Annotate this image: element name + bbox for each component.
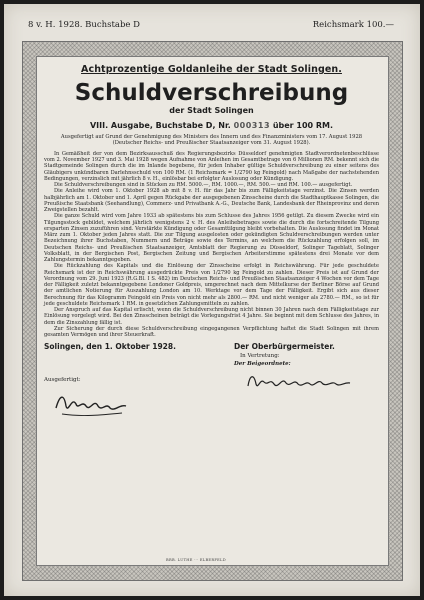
- document-title: Schuldverschreibung: [74, 80, 349, 106]
- terms-paragraph: Die Anleihe wird vom 1. Oktober 1928 ab mit 8 v. H. für das Jahr bis zum Fälligkeitstage verzinst. Die Zinsen werden halbjährlich am 1. Oktober und 1. April gegen Rückgabe der ausgegebenen Zinsscheine durch die Stadthauptkasse Solingen, die Preußische Staatsbank (Seehandlung), Commerz- und Privatbank A.-G., Deutsche Bank, Landesbank der Rheinprovinz und deren Zweigstellen bezahlt.: [44, 188, 379, 214]
- alderman-label: Der Beigeordnete:: [234, 361, 291, 368]
- header-denomination: Reichsmark 100.—: [312, 20, 394, 30]
- issue-number-line: [44, 121, 379, 130]
- terms-paragraph: Zur Sicherung der durch diese Schuldverschreibung eingegangenen Verpflichtung haftet die Stadt Solingen mit ihrem gesamten Vermögen und ihrer Steuerkraft.: [44, 325, 379, 339]
- terms-paragraph: In Gemäßheit der von dem Bezirksausschuß des Regierungsbezirks Düsseldorf genehmigten Stadtverordnetenbeschlüsse vom 2. November 1927 und 3. Mai 1928 wegen Aufnahme von Anleihen im Gesamtbetrage von 6 Millionen RM. bekennt sich die Stadtgemeinde Solingen durch die im Inlande begebene, für jeden Inhaber gültige Schuldverschreibung zu einer seitens des Gläubigers unkündbaren Darlehnsschuld von 100 RM. (1 Reichsmark = 1/2790 kg Feingold) nach Maßgabe der nachstehenden Bedingungen, verzinslich mit jährlich 8 v. H., einlösbar bei erfolgter Auslosung oder Kündigung.: [44, 150, 379, 182]
- issue-amount: über 100 RM.: [272, 121, 334, 130]
- issued-label: Ausgefertigt:: [44, 377, 81, 384]
- printer-mark: BRB. LUTHE ··· ELBERFELD: [166, 558, 226, 562]
- terms-paragraph: Die ganze Schuld wird vom Jahre 1933 ab spätestens bis zum Schlusse des Jahres 1956 getilgt. Zu diesem Zwecke wird ein Tilgungsstock gebildet, welchem jährlich wenigstens 2 v. H. des Anleihebetrages sowie die durch die fortschreitende Tilgung ersparten Zinsen zuzuführen sind. Verstärkte Kündigung oder Gesamttilgung bleibt vorbehalten. Die Auslosung findet im Monat März zum 1. Oktober jeden Jahres statt. Die zur Tilgung ausgelosten oder gekündigten Schuldverschreibungen werden unter Bezeichnung ihrer Buchstaben, Nummern und Beträge sowie des Termins, an welchem die Rückzahlung erfolgen soll, im Deutschen Reichs- und Preußischen Staatsanzeiger, Amtsblatt der Regierung zu Düsseldorf, Solinger Tageblatt, Solinger Volksblatt, in der Bergischen Post, Bergischen Zeitung und Bergischen Arbeiterstimme spätestens drei Monate vor dem Zahlungstermin bekanntgegeben.: [44, 213, 379, 264]
- issuer-signature: [52, 386, 132, 420]
- loan-series-title: Achtprozentige Goldanleihe der Stadt Solingen.: [81, 64, 342, 75]
- issue-prefix: VIII. Ausgabe, Buchstabe D, Nr.: [89, 121, 231, 130]
- terms-paragraph: Die Rückzahlung des Kapitals und die Einlösung der Zinsscheine erfolgt in Reichswährung. Für jede geschuldete Reichsmark ist der in Reichswährung ausgedrückte Preis von 1/2790 kg Feingold zu zahlen. Dieser Preis ist auf Grund der Verordnung vom 29. Juni 1923 (R.G.Bl. I S. 482) im Deutschen Reichs- und Preußischen Staatsanzeiger 4 Wochen vor dem Tage der Fälligkeit zuletzt bekanntgegebene Londoner Goldpreis, umgerechnet nach dem Mittelkurse der Berliner Börse auf Grund der amtlichen Notierung für Auszahlung London am 10. Werktage vor dem Tage der Fälligkeit. Ergibt sich aus dieser Berechnung für das Kilogramm Feingold ein Preis von nicht mehr als 2800.— RM. und nicht weniger als 2780.— RM., so ist für jede geschuldete Reichsmark 1 RM. in gesetzlichen Zahlungsmitteln zu zahlen.: [44, 263, 379, 307]
- authorization-note: Ausgefertigt auf Grund der Genehmigung des Ministers des Innern und des Finanzministers vom 17. August 1928 (Deutscher Reichs- und Preußischer Staatsanzeiger vom 31. August 1928).: [60, 134, 363, 147]
- header-series-label: 8 v. H. 1928. Buchstabe D: [28, 20, 140, 30]
- mayor-title: Der Oberbürgermeister.: [234, 342, 335, 352]
- representation-label: In Vertretung:: [240, 353, 280, 360]
- alderman-signature: [244, 368, 354, 394]
- signature-block: [44, 342, 379, 432]
- certificate-content: [44, 60, 379, 432]
- issuer-city: der Stadt Solingen: [169, 106, 254, 115]
- terms-paragraph: Die Schuldverschreibungen sind in Stücken zu RM. 5000.—, RM. 1000.—, RM. 500.— und RM. 100.— ausgefertigt.: [54, 182, 353, 189]
- terms-paragraph: Der Anspruch auf das Kapital erlischt, wenn die Schuldverschreibung nicht binnen 30 Jahren nach dem Fälligkeitstage zur Einlösung vorgelegt wird. Bei den Zinsscheinen beträgt die Vorlegungsfrist 4 Jahre. Sie beginnt mit dem Schlusse des Jahres, in dem die Zinszahlung fällig ist.: [44, 307, 379, 326]
- certificate-number: 000313: [233, 121, 271, 130]
- place-date: Solingen, den 1. Oktober 1928.: [44, 342, 176, 352]
- terms-body: [44, 151, 379, 339]
